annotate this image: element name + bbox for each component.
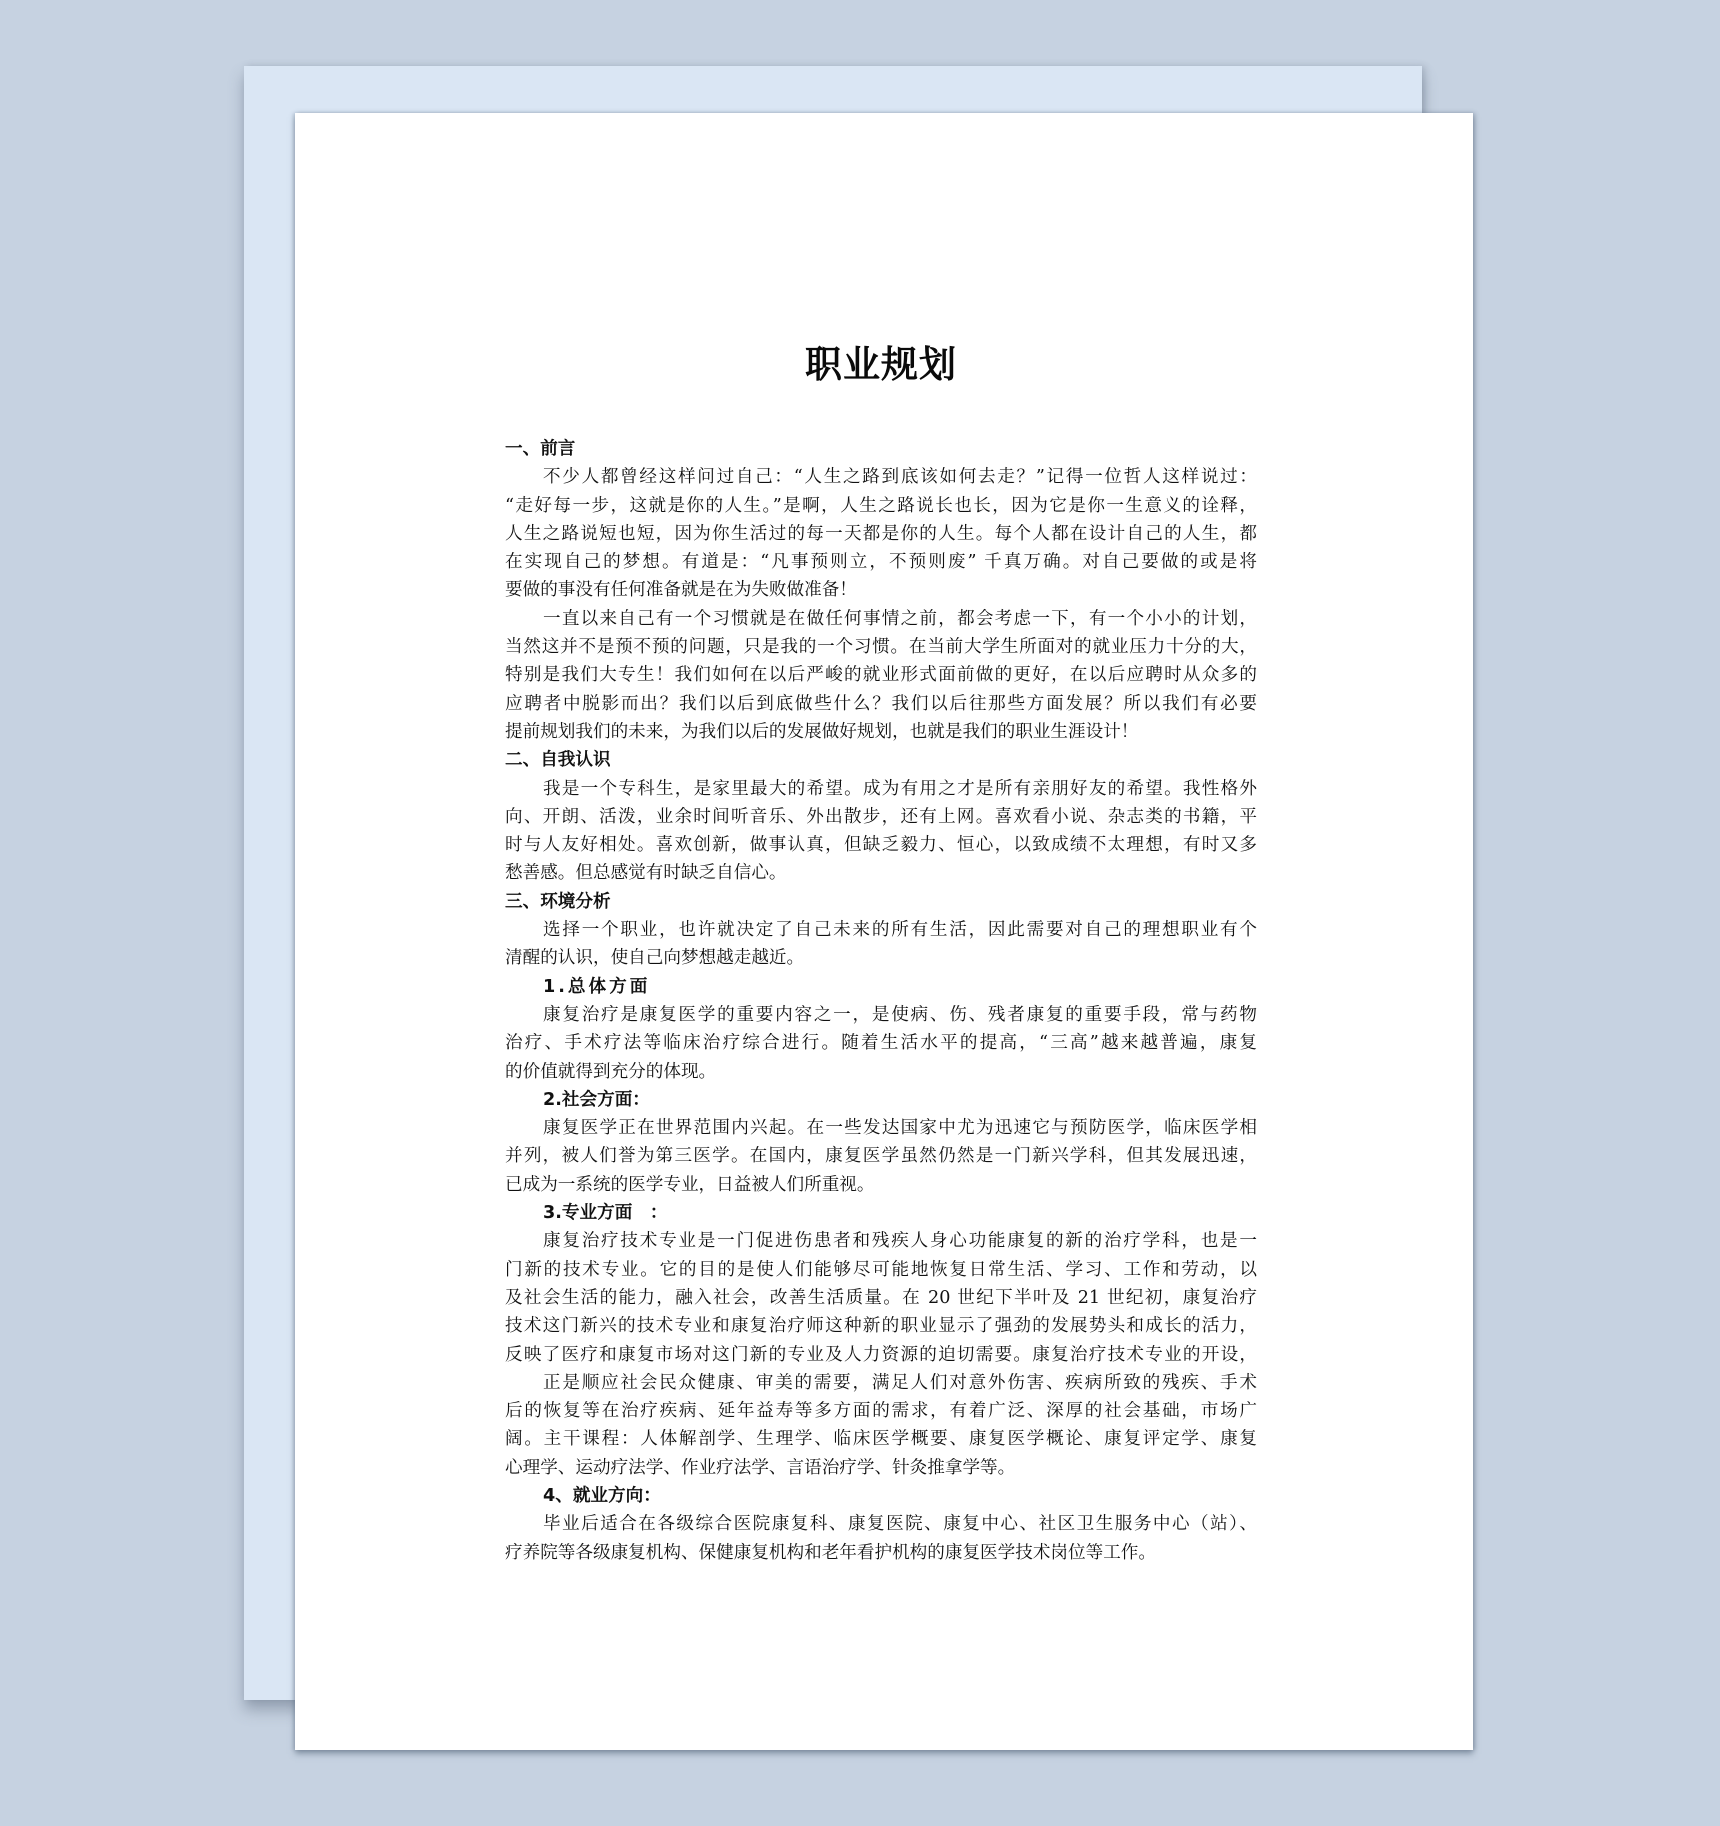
text-line: 门新的技术专业。它的目的是使人们能够尽可能地恢复日常生活、学习、工作和劳动，以	[505, 1259, 1257, 1280]
text-line: 阔。主干课程：人体解剖学、生理学、临床医学概要、康复医学概论、康复评定学、康复	[505, 1429, 1257, 1450]
text-line: 治疗、手术疗法等临床治疗综合进行。随着生活水平的提高，“三高”越来越普遍，康复	[505, 1033, 1257, 1054]
paragraph	[505, 1369, 1257, 1482]
document-page	[295, 113, 1473, 1750]
subsection-heading-professional: 3.专业方面 ：	[543, 1203, 668, 1224]
text-line: 正是顺应社会民众健康、审美的需要，满足人们对意外伤害、疾病所致的残疾、手术	[543, 1372, 1257, 1393]
text-line: 我是一个专科生，是家里最大的希望。成为有用之才是所有亲朋好友的希望。我性格外	[543, 778, 1257, 799]
section-heading-preface: 一、前言	[505, 439, 576, 459]
paragraph	[505, 1001, 1257, 1086]
subsection-heading-overall: 1.总体方面	[543, 976, 651, 997]
text-line: 技术这门新兴的技术专业和康复治疗师这种新的职业显示了强劲的发展势头和成长的活力，	[505, 1316, 1257, 1337]
text-line: 并列，被人们誉为第三医学。在国内，康复医学虽然仍然是一门新兴学科，但其发展迅速，	[505, 1146, 1257, 1167]
subsection-heading-social: 2.社会方面：	[543, 1089, 650, 1110]
text-line: 清醒的认识，使自己向梦想越走越近。	[505, 948, 805, 969]
text-line: 应聘者中脱影而出？我们以后到底做些什么？我们以后往那些方面发展？所以我们有必要	[505, 693, 1257, 714]
section-heading-environment: 三、环境分析	[505, 891, 611, 912]
text-line: 反映了医疗和康复市场对这门新的专业及人力资源的迫切需要。康复治疗技术专业的开设，	[505, 1344, 1257, 1365]
text-line: 要做的事没有任何准备就是在为失败做准备！	[505, 580, 857, 601]
text-line: 心理学、运动疗法学、作业疗法学、言语治疗学、针灸推拿学等。	[505, 1457, 1016, 1478]
text-line: 特别是我们大专生！我们如何在以后严峻的就业形式面前做的更好，在以后应聘时从众多的	[505, 665, 1257, 686]
text-line: 康复医学正在世界范围内兴起。在一些发达国家中尤为迅速它与预防医学，临床医学相	[543, 1118, 1257, 1139]
subsection-heading-employment: 4、就业方向：	[543, 1485, 661, 1506]
paragraph	[505, 775, 1257, 888]
paragraph	[505, 1227, 1257, 1368]
text-line: 已成为一系统的医学专业，日益被人们所重视。	[505, 1174, 875, 1195]
text-line: 后的恢复等在治疗疾病、延年益寿等多方面的需求，有着广泛、深厚的社会基础，市场广	[505, 1401, 1257, 1422]
document-title: 职业规划	[805, 343, 957, 386]
text-line: 康复治疗技术专业是一门促进伤患者和残疾人身心功能康复的新的治疗学科，也是一	[543, 1231, 1257, 1252]
text-line: 选择一个职业，也许就决定了自己未来的所有生活，因此需要对自己的理想职业有个	[543, 920, 1257, 941]
text-line: 愁善感。但总感觉有时缺乏自信心。	[505, 863, 787, 884]
paragraph	[505, 463, 1257, 604]
paragraph	[505, 1114, 1257, 1199]
text-line: 向、开朗、活泼，业余时间听音乐、外出散步，还有上网。喜欢看小说、杂志类的书籍，平	[505, 806, 1257, 827]
text-line: 康复治疗是康复医学的重要内容之一，是使病、伤、残者康复的重要手段，常与药物	[543, 1004, 1257, 1025]
text-line: 当然这并不是预不预的问题，只是我的一个习惯。在当前大学生所面对的就业压力十分的大，	[505, 637, 1257, 658]
text-line: 不少人都曾经这样问过自己：“人生之路到底该如何去走？”记得一位哲人这样说过：	[543, 467, 1257, 488]
paragraph	[505, 1510, 1257, 1567]
section-heading-self-awareness: 二、自我认识	[505, 750, 611, 771]
text-line: 在实现自己的梦想。有道是：“凡事预则立，不预则废” 千真万确。对自己要做的或是将	[505, 552, 1257, 573]
text-line: “走好每一步，这就是你的人生。”是啊，人生之路说长也长，因为它是你一生意义的诠释，	[505, 495, 1257, 516]
text-line: 疗养院等各级康复机构、保健康复机构和老年看护机构的康复医学技术岗位等工作。	[505, 1542, 1156, 1563]
text-line: 毕业后适合在各级综合医院康复科、康复医院、康复中心、社区卫生服务中心（站）、	[543, 1514, 1257, 1535]
text-line: 人生之路说短也短，因为你生活过的每一天都是你的人生。每个人都在设计自己的人生，都	[505, 523, 1257, 544]
text-line: 提前规划我们的未来，为我们以后的发展做好规划，也就是我们的职业生涯设计！	[505, 721, 1139, 742]
text-line: 时与人友好相处。喜欢创新，做事认真，但缺乏毅力、恒心，以致成绩不太理想，有时又多	[505, 835, 1257, 856]
paragraph	[505, 605, 1257, 746]
paragraph	[505, 916, 1257, 973]
text-line: 一直以来自己有一个习惯就是在做任何事情之前，都会考虑一下，有一个小小的计划，	[543, 608, 1257, 629]
text-line: 及社会生活的能力，融入社会，改善生活质量。在 20 世纪下半叶及 21 世纪初，康复治疗	[505, 1287, 1257, 1308]
document-body	[505, 335, 1257, 1567]
text-line: 的价值就得到充分的体现。	[505, 1061, 717, 1082]
